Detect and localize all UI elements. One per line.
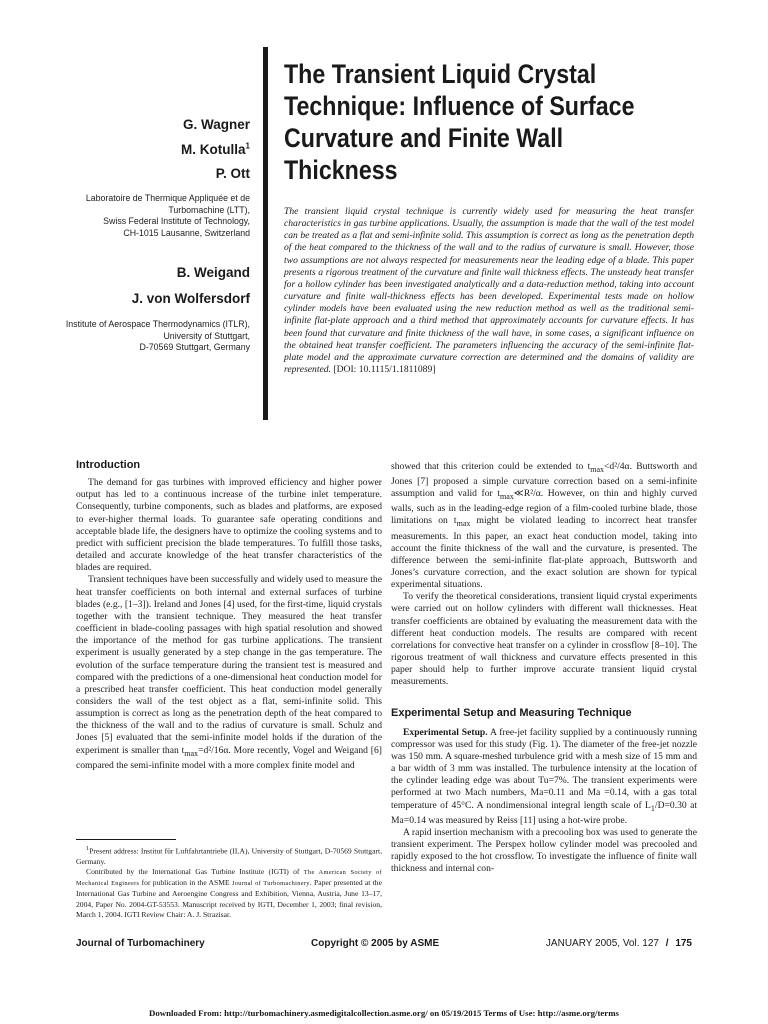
affiliation-ltt-line: Swiss Federal Institute of Technology, xyxy=(103,216,250,227)
author-von-wolfersdorf: J. von Wolfersdorf xyxy=(131,291,250,306)
col2-paragraph-3 xyxy=(391,727,697,827)
affiliation-itlr-line: University of Stuttgart, xyxy=(163,330,250,341)
footnote-rule xyxy=(76,839,176,840)
col2-p1-text: ≪R²/α. However, on thin and highly curved walls, such as in the leading-edge region of a film-cooled turbine blade, those limitations on t xyxy=(391,488,698,527)
footer-issue-text: JANUARY 2005, Vol. 127 xyxy=(545,938,659,949)
footnote-2-text: . Paper presented at the International Gas Turbine and Aeroengine Congress and Exhibition, Vienna, Austria, June 13–17, 2004, Paper No. 2004-GT-53553. Manuscript received by IGTI, December 1, 2003; final revision, March 1, 2004. IGTI Review Chair: A. J. Strazisar. xyxy=(76,878,382,919)
abstract xyxy=(284,206,694,376)
abstract-text: The transient liquid crystal technique is currently widely used for measuring the heat transfer characteristics in gas turbine applications. Usually, the assumption is made that the wall of the test model can be treated as a flat and semi-infinite solid. This assumption is correct as long as the penetration depth of the heat compared to the thickness of the wall and to the radius of curvature is small. However, those two assumptions are not always respected for measurements near the leading edge of a blade. This paper presents a rigorous treatment of the curvature and finite wall thickness effects. The unsteady heat transfer for a hollow cylinder has been investigated analytically and a data-reduction method, taking into account curvature and finite wall-thickness effects has been developed. Experimental tests made on hollow cylinder models have been evaluated using the new reduction method as well as the traditional semi-infinite flat-plate approach and a third method that approximately accounts for curvature effects. It has been found that curvature and finite thickness of the wall have, in some cases, a significant influence on the obtained heat transfer coefficient. The parameters influencing the accuracy of the semi-infinite flat-plate model and the approximate curvature correction are determined and the domains of validity are represented. xyxy=(284,206,694,376)
intro-paragraph-2-text: Transient techniques have been successfully and widely used to measure the heat transfer coefficients on both internal and external surfaces of turbine blades (e.g., [1–3]). Ireland and Jones [4] used, for the first-time, liquid crystals together with the transient technique. They measured the heat transfer coefficient in blade-cooling passages with high spatial resolution and showed the importance of the method for gas turbine applications. The transient experiment is usually generated by a step change in the gas temperature. The evolution of the surface temperature during the transient test is measured and compared with the predictions of a one-dimensional heat conduction model for a prescribed heat transfer coefficient. This heat conduction model generally considers the wall of the test object as a flat, semi-infinite solid. This assumption is correct as long as the penetration depth of the heat compared to the thickness of the wall and to the radius of curvature is small. Schulz and Jones [5] evaluated that the semi-infinite model holds if the duration of the experiment is smaller than t xyxy=(76,574,382,756)
footer-issue xyxy=(546,938,692,949)
footer-separator: / xyxy=(665,938,669,949)
left-column xyxy=(76,459,382,772)
intro-paragraph-2-tail: =d²/16α. More recently, Vogel and Weigand [6] compared the semi-infinite model with a more complex finite model and xyxy=(76,744,382,771)
col2-p1-text: showed that this criterion could be extended to t xyxy=(391,461,591,472)
title-line-3: Curvature and Finite Wall xyxy=(284,123,564,153)
footnote-2-text: for publication in the ASME xyxy=(139,878,232,888)
download-note: Downloaded From: http://turbomachinery.asmedigitalcollection.asme.org/ on 05/19/2015 Terms of Use: http://asme.org/terms xyxy=(149,1008,619,1018)
subscript-max: max xyxy=(500,492,514,502)
subscript-max: max xyxy=(456,519,471,529)
subscript-max: max xyxy=(184,748,199,758)
subscript-1: 1 xyxy=(650,803,655,813)
right-column xyxy=(391,461,697,875)
footnote-2-text: Contributed by the International Gas Turbine Institute (IGTI) of xyxy=(86,866,304,876)
col2-paragraph-1 xyxy=(391,461,697,591)
affiliation-ltt-line: Turbomachine (LTT), xyxy=(168,204,250,215)
footnote-1 xyxy=(76,844,382,867)
affiliation-itlr xyxy=(40,319,250,354)
title-rule xyxy=(263,47,268,420)
col2-paragraph-2: To verify the theoretical considerations, transient liquid crystal experiments were carried out on hollow cylinders with different wall thicknesses. Heat transfer coefficients are obtained by evaluating the measurement data with the different heat conduction models. The results are compared with recent correlations for convective heat transfer on a cylinder in crossflow [8–10]. The rigorous treatment of wall thickness and curvature effects presented in this paper should help to further improve accurate transient liquid crystal measurements. xyxy=(391,591,697,688)
col2-p3-text: /D=0.30 at Ma=0.14 was measured by Reiss [11] using a hot-wire probe. xyxy=(391,799,698,826)
footnotes xyxy=(76,844,382,920)
footnote-1-text: Present address: Institut für Luftfahrtantriebe (ILA), University of Stuttgart, D-70569 Stuttgart, Germany. xyxy=(76,846,382,866)
affiliation-ltt xyxy=(40,193,250,239)
footnote-1-mark: 1 xyxy=(86,845,90,852)
affiliation-ltt-line: CH-1015 Lausanne, Switzerland xyxy=(123,227,250,238)
affiliation-itlr-line: Institute of Aerospace Thermodynamics (ITLR), xyxy=(65,319,250,329)
author-kotulla-name: M. Kotulla xyxy=(181,142,246,157)
title-line-4: Thickness xyxy=(284,155,398,185)
affiliation-itlr-line: D-70569 Stuttgart, Germany xyxy=(139,342,250,353)
author-weigand: B. Weigand xyxy=(176,265,250,280)
footer-journal-name: Journal of Turbomachinery xyxy=(76,938,205,949)
intro-paragraph-1: The demand for gas turbines with improved efficiency and higher power output has led to a continuous increase of the turbine inlet temperature. Consequently, turbine components, such as blades and platforms, are exposed to ever-higher thermal loads. To guarantee safe operating conditions and acceptable blade life, the designers have to optimize the cooling systems and to predict with sufficient precision the blade temperatures. To fulfill those tasks, detailed and accurate knowledge of the heat transfer characteristics of the blades are required. xyxy=(76,477,382,574)
footnote-2-society: The American Society of Mechanical Engineers xyxy=(76,868,382,888)
footer-journal xyxy=(76,938,205,949)
title-line-2: Technique: Influence of Surface xyxy=(284,91,635,121)
title-line-1: The Transient Liquid Crystal xyxy=(284,59,597,89)
subsection-label-experimental-setup: Experimental Setup. xyxy=(403,726,488,738)
section-heading-experimental-setup: Experimental Setup and Measuring Technique xyxy=(391,706,632,719)
col2-p3-text: A free-jet facility supplied by a continuously running compressor was used for this study (Fig. 1). The diameter of the free-jet nozzle was 150 mm. A square-meshed turbulence grid with a mesh size of 15 mm and a bar width of 3 mm was installed. The turbulence intensity at the location of the cylinder leading edge was about Tu=7%. The transient experiments were performed at two Mach numbers, Ma=0.11 and Ma =0.14, with a gas total temperature of 45°C. A nondimensional integral length scale of L xyxy=(391,726,697,811)
subscript-max: max xyxy=(590,464,605,474)
footer-copyright-text: Copyright © 2005 by ASME xyxy=(311,938,440,949)
paper-title xyxy=(284,58,645,186)
col2-p1-text: <d²/4α. Buttsworth and Jones [7] proposed a simple curvature correction based on a semi-infinite assumption and valid for t xyxy=(391,461,697,500)
author-wagner: G. Wagner xyxy=(182,117,250,132)
intro-paragraph-2 xyxy=(76,574,382,771)
affiliation-ltt-line: Laboratoire de Thermique Appliquée et de xyxy=(85,193,250,203)
col2-p1-text: might be violated leading to incorrect heat transfer measurements. In this paper, an exact heat conduction model, taking into account the finite thickness of the wall and the curvature, is presented. The difference between the semi-infinite flat-plate approach, Buttsworth and Jones’s curvature correction, and the exact solution are shown for typical experimental situations. xyxy=(391,515,697,591)
col2-paragraph-4: A rapid insertion mechanism with a precooling box was used to generate the transient experiment. The Perspex hollow cylinder model was precooled and rapidly exposed to the hot crossflow. To investigate the influence of finite wall thickness and internal con- xyxy=(391,826,697,875)
footnote-2-journal: Journal of Turbomachinery xyxy=(231,880,310,888)
footnote-2 xyxy=(76,867,382,920)
page-number: 175 xyxy=(675,938,692,949)
author-kotulla xyxy=(181,142,250,157)
section-heading-introduction: Introduction xyxy=(76,459,141,471)
author-kotulla-footnote-mark: 1 xyxy=(245,141,250,151)
footer-copyright xyxy=(311,938,439,949)
author-ott: P. Ott xyxy=(215,166,250,181)
doi-reference: [DOI: 10.1115/1.1811089] xyxy=(333,364,436,376)
